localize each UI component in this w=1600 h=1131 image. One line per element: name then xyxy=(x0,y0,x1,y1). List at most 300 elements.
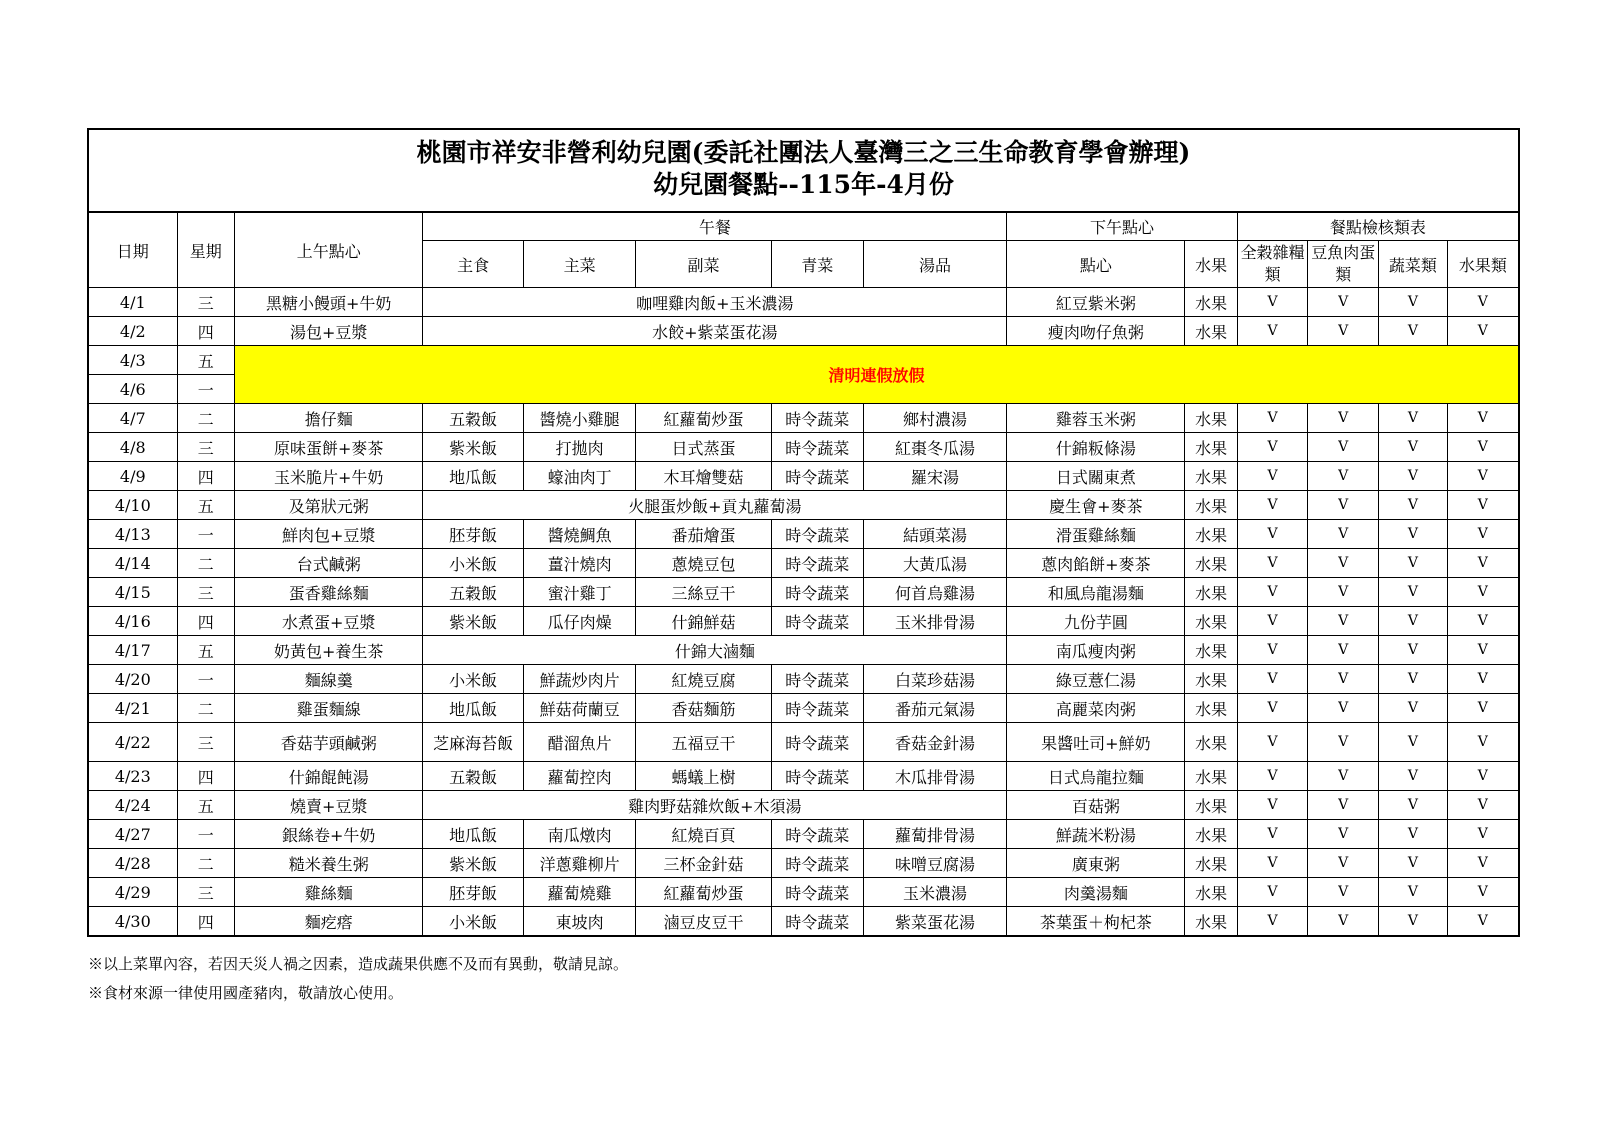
morning-snack-cell: 燒賣+豆漿 xyxy=(234,791,422,820)
side-dish-cell: 紅蘿蔔炒蛋 xyxy=(636,404,771,433)
soup-cell: 番茄元氣湯 xyxy=(863,694,1006,723)
main-dish-cell: 瓜仔肉燥 xyxy=(523,607,636,636)
staple-cell: 五穀飯 xyxy=(423,762,523,791)
check-veg-cell: V xyxy=(1379,820,1448,849)
weekday-cell: 四 xyxy=(177,317,234,346)
main-dish-cell: 打拋肉 xyxy=(523,433,636,462)
morning-snack-cell: 水煮蛋+豆漿 xyxy=(234,607,422,636)
date-cell: 4/7 xyxy=(88,404,177,433)
check-veg-cell: V xyxy=(1379,849,1448,878)
staple-cell: 紫米飯 xyxy=(423,849,523,878)
check-grain-cell: V xyxy=(1237,491,1308,520)
date-cell: 4/14 xyxy=(88,549,177,578)
check-fruit-cell: V xyxy=(1447,694,1519,723)
header-date: 日期 xyxy=(88,212,177,288)
check-veg-cell: V xyxy=(1379,404,1448,433)
header-fruit: 水果 xyxy=(1185,241,1237,288)
date-cell: 4/23 xyxy=(88,762,177,791)
date-cell: 4/1 xyxy=(88,288,177,317)
greens-cell: 時令蔬菜 xyxy=(771,762,863,791)
menu-row xyxy=(88,433,1519,462)
side-dish-cell: 紅燒豆腐 xyxy=(636,665,771,694)
check-protein-cell: V xyxy=(1308,665,1379,694)
fruit-cell: 水果 xyxy=(1185,791,1237,820)
lunch-combined-cell: 雞肉野菇雜炊飯+木須湯 xyxy=(423,791,1007,820)
menu-row xyxy=(88,636,1519,665)
check-fruit-cell: V xyxy=(1447,462,1519,491)
check-grain-cell: V xyxy=(1237,762,1308,791)
header-lunch: 午餐 xyxy=(423,212,1007,241)
afternoon-snack-cell: 果醬吐司+鮮奶 xyxy=(1007,723,1185,762)
afternoon-snack-cell: 瘦肉吻仔魚粥 xyxy=(1007,317,1185,346)
check-grain-cell: V xyxy=(1237,433,1308,462)
check-grain-cell: V xyxy=(1237,791,1308,820)
side-dish-cell: 番茄燴蛋 xyxy=(636,520,771,549)
lunch-combined-cell: 咖哩雞肉飯+玉米濃湯 xyxy=(423,288,1007,317)
date-cell: 4/9 xyxy=(88,462,177,491)
date-cell: 4/27 xyxy=(88,820,177,849)
weekday-cell: 一 xyxy=(177,665,234,694)
weekday-cell: 五 xyxy=(177,491,234,520)
greens-cell: 時令蔬菜 xyxy=(771,665,863,694)
weekday-cell: 三 xyxy=(177,433,234,462)
morning-snack-cell: 銀絲卷+牛奶 xyxy=(234,820,422,849)
check-grain-cell: V xyxy=(1237,907,1308,937)
menu-row xyxy=(88,820,1519,849)
fruit-cell: 水果 xyxy=(1185,288,1237,317)
check-veg-cell: V xyxy=(1379,549,1448,578)
check-veg-cell: V xyxy=(1379,317,1448,346)
main-dish-cell: 蘿蔔燒雞 xyxy=(523,878,636,907)
date-cell: 4/3 xyxy=(88,346,177,375)
soup-cell: 紫菜蛋花湯 xyxy=(863,907,1006,937)
check-protein-cell: V xyxy=(1308,578,1379,607)
menu-body xyxy=(88,288,1519,937)
side-dish-cell: 螞蟻上樹 xyxy=(636,762,771,791)
afternoon-snack-cell: 茶葉蛋＋枸杞茶 xyxy=(1007,907,1185,937)
fruit-cell: 水果 xyxy=(1185,723,1237,762)
soup-cell: 羅宋湯 xyxy=(863,462,1006,491)
check-veg-cell: V xyxy=(1379,723,1448,762)
check-protein-cell: V xyxy=(1308,404,1379,433)
morning-snack-cell: 麵疙瘩 xyxy=(234,907,422,937)
menu-row xyxy=(88,317,1519,346)
menu-row xyxy=(88,907,1519,937)
main-dish-cell: 鮮菇荷蘭豆 xyxy=(523,694,636,723)
lunch-combined-cell: 火腿蛋炒飯+貢丸蘿蔔湯 xyxy=(423,491,1007,520)
header-afternoon: 下午點心 xyxy=(1007,212,1237,241)
weekday-cell: 五 xyxy=(177,346,234,375)
header-grain: 全穀雜糧類 xyxy=(1237,241,1308,288)
side-dish-cell: 紅蘿蔔炒蛋 xyxy=(636,878,771,907)
header-fruit-cat: 水果類 xyxy=(1447,241,1519,288)
check-veg-cell: V xyxy=(1379,694,1448,723)
weekday-cell: 三 xyxy=(177,578,234,607)
date-cell: 4/10 xyxy=(88,491,177,520)
notes xyxy=(88,950,628,1008)
weekday-cell: 三 xyxy=(177,288,234,317)
check-veg-cell: V xyxy=(1379,491,1448,520)
menu-table xyxy=(87,211,1520,937)
staple-cell: 五穀飯 xyxy=(423,578,523,607)
check-protein-cell: V xyxy=(1308,317,1379,346)
soup-cell: 何首烏雞湯 xyxy=(863,578,1006,607)
check-veg-cell: V xyxy=(1379,462,1448,491)
main-dish-cell: 醋溜魚片 xyxy=(523,723,636,762)
check-veg-cell: V xyxy=(1379,520,1448,549)
side-dish-cell: 滷豆皮豆干 xyxy=(636,907,771,937)
morning-snack-cell: 雞蛋麵線 xyxy=(234,694,422,723)
menu-row xyxy=(88,791,1519,820)
menu-row xyxy=(88,578,1519,607)
menu-row xyxy=(88,665,1519,694)
weekday-cell: 一 xyxy=(177,375,234,404)
holiday-banner: 清明連假放假 xyxy=(234,346,1519,404)
menu-row xyxy=(88,878,1519,907)
greens-cell: 時令蔬菜 xyxy=(771,878,863,907)
main-dish-cell: 蠔油肉丁 xyxy=(523,462,636,491)
staple-cell: 地瓜飯 xyxy=(423,694,523,723)
staple-cell: 小米飯 xyxy=(423,665,523,694)
morning-snack-cell: 湯包+豆漿 xyxy=(234,317,422,346)
check-grain-cell: V xyxy=(1237,723,1308,762)
check-protein-cell: V xyxy=(1308,462,1379,491)
morning-snack-cell: 黑糖小饅頭+牛奶 xyxy=(234,288,422,317)
menu-row xyxy=(88,549,1519,578)
afternoon-snack-cell: 雞蓉玉米粥 xyxy=(1007,404,1185,433)
morning-snack-cell: 什錦餛飩湯 xyxy=(234,762,422,791)
check-grain-cell: V xyxy=(1237,878,1308,907)
morning-snack-cell: 雞絲麵 xyxy=(234,878,422,907)
greens-cell: 時令蔬菜 xyxy=(771,849,863,878)
check-fruit-cell: V xyxy=(1447,636,1519,665)
check-fruit-cell: V xyxy=(1447,578,1519,607)
fruit-cell: 水果 xyxy=(1185,404,1237,433)
side-dish-cell: 木耳燴雙菇 xyxy=(636,462,771,491)
fruit-cell: 水果 xyxy=(1185,607,1237,636)
check-veg-cell: V xyxy=(1379,636,1448,665)
menu-row xyxy=(88,723,1519,762)
soup-cell: 香菇金針湯 xyxy=(863,723,1006,762)
date-cell: 4/24 xyxy=(88,791,177,820)
fruit-cell: 水果 xyxy=(1185,820,1237,849)
check-grain-cell: V xyxy=(1237,549,1308,578)
check-fruit-cell: V xyxy=(1447,820,1519,849)
main-dish-cell: 蘿蔔控肉 xyxy=(523,762,636,791)
side-dish-cell: 紅燒百頁 xyxy=(636,820,771,849)
date-cell: 4/2 xyxy=(88,317,177,346)
date-cell: 4/29 xyxy=(88,878,177,907)
check-veg-cell: V xyxy=(1379,907,1448,937)
afternoon-snack-cell: 慶生會+麥茶 xyxy=(1007,491,1185,520)
check-protein-cell: V xyxy=(1308,433,1379,462)
morning-snack-cell: 香菇芋頭鹹粥 xyxy=(234,723,422,762)
staple-cell: 紫米飯 xyxy=(423,433,523,462)
greens-cell: 時令蔬菜 xyxy=(771,820,863,849)
main-dish-cell: 蜜汁雞丁 xyxy=(523,578,636,607)
fruit-cell: 水果 xyxy=(1185,433,1237,462)
check-grain-cell: V xyxy=(1237,820,1308,849)
greens-cell: 時令蔬菜 xyxy=(771,462,863,491)
greens-cell: 時令蔬菜 xyxy=(771,433,863,462)
check-veg-cell: V xyxy=(1379,433,1448,462)
document-title: 桃園市祥安非營利幼兒園(委託社團法人臺灣三之三生命教育學會辦理) xyxy=(416,138,1191,167)
check-grain-cell: V xyxy=(1237,462,1308,491)
weekday-cell: 五 xyxy=(177,791,234,820)
weekday-cell: 一 xyxy=(177,520,234,549)
date-cell: 4/6 xyxy=(88,375,177,404)
morning-snack-cell: 台式鹹粥 xyxy=(234,549,422,578)
afternoon-snack-cell: 日式烏龍拉麵 xyxy=(1007,762,1185,791)
main-dish-cell: 薑汁燒肉 xyxy=(523,549,636,578)
soup-cell: 木瓜排骨湯 xyxy=(863,762,1006,791)
fruit-cell: 水果 xyxy=(1185,578,1237,607)
menu-row xyxy=(88,288,1519,317)
check-grain-cell: V xyxy=(1237,607,1308,636)
check-veg-cell: V xyxy=(1379,878,1448,907)
lunch-combined-cell: 什錦大滷麵 xyxy=(423,636,1007,665)
weekday-cell: 五 xyxy=(177,636,234,665)
check-protein-cell: V xyxy=(1308,820,1379,849)
weekday-cell: 四 xyxy=(177,907,234,937)
check-grain-cell: V xyxy=(1237,288,1308,317)
check-fruit-cell: V xyxy=(1447,878,1519,907)
weekday-cell: 三 xyxy=(177,878,234,907)
header-weekday: 星期 xyxy=(177,212,234,288)
morning-snack-cell: 擔仔麵 xyxy=(234,404,422,433)
note-2: ※食材來源一律使用國產豬肉，敬請放心使用。 xyxy=(88,984,404,1002)
staple-cell: 胚芽飯 xyxy=(423,878,523,907)
greens-cell: 時令蔬菜 xyxy=(771,694,863,723)
check-fruit-cell: V xyxy=(1447,288,1519,317)
document-subtitle: 幼兒園餐點--115年-4月份 xyxy=(653,170,954,199)
afternoon-snack-cell: 肉羹湯麵 xyxy=(1007,878,1185,907)
date-cell: 4/21 xyxy=(88,694,177,723)
weekday-cell: 二 xyxy=(177,549,234,578)
soup-cell: 結頭菜湯 xyxy=(863,520,1006,549)
date-cell: 4/22 xyxy=(88,723,177,762)
date-cell: 4/8 xyxy=(88,433,177,462)
staple-cell: 地瓜飯 xyxy=(423,462,523,491)
check-fruit-cell: V xyxy=(1447,433,1519,462)
side-dish-cell: 蔥燒豆包 xyxy=(636,549,771,578)
side-dish-cell: 香菇麵筋 xyxy=(636,694,771,723)
check-grain-cell: V xyxy=(1237,578,1308,607)
check-grain-cell: V xyxy=(1237,849,1308,878)
side-dish-cell: 什錦鮮菇 xyxy=(636,607,771,636)
staple-cell: 五穀飯 xyxy=(423,404,523,433)
menu-row xyxy=(88,694,1519,723)
side-dish-cell: 日式蒸蛋 xyxy=(636,433,771,462)
weekday-cell: 四 xyxy=(177,462,234,491)
menu-sheet xyxy=(87,128,1520,937)
greens-cell: 時令蔬菜 xyxy=(771,578,863,607)
morning-snack-cell: 麵線羹 xyxy=(234,665,422,694)
header-staple: 主食 xyxy=(423,241,523,288)
date-cell: 4/30 xyxy=(88,907,177,937)
date-cell: 4/17 xyxy=(88,636,177,665)
side-dish-cell: 五福豆干 xyxy=(636,723,771,762)
check-veg-cell: V xyxy=(1379,288,1448,317)
fruit-cell: 水果 xyxy=(1185,636,1237,665)
main-dish-cell: 南瓜燉肉 xyxy=(523,820,636,849)
header-morning-snack: 上午點心 xyxy=(234,212,422,288)
greens-cell: 時令蔬菜 xyxy=(771,723,863,762)
header-soup: 湯品 xyxy=(863,241,1006,288)
afternoon-snack-cell: 蔥肉餡餅+麥茶 xyxy=(1007,549,1185,578)
fruit-cell: 水果 xyxy=(1185,878,1237,907)
date-cell: 4/16 xyxy=(88,607,177,636)
staple-cell: 胚芽飯 xyxy=(423,520,523,549)
fruit-cell: 水果 xyxy=(1185,491,1237,520)
weekday-cell: 一 xyxy=(177,820,234,849)
fruit-cell: 水果 xyxy=(1185,520,1237,549)
weekday-cell: 二 xyxy=(177,849,234,878)
header-protein: 豆魚肉蛋類 xyxy=(1308,241,1379,288)
menu-row xyxy=(88,491,1519,520)
afternoon-snack-cell: 滑蛋雞絲麵 xyxy=(1007,520,1185,549)
fruit-cell: 水果 xyxy=(1185,549,1237,578)
check-grain-cell: V xyxy=(1237,636,1308,665)
check-protein-cell: V xyxy=(1308,762,1379,791)
check-protein-cell: V xyxy=(1308,520,1379,549)
morning-snack-cell: 及第狀元粥 xyxy=(234,491,422,520)
date-cell: 4/28 xyxy=(88,849,177,878)
greens-cell: 時令蔬菜 xyxy=(771,607,863,636)
morning-snack-cell: 蛋香雞絲麵 xyxy=(234,578,422,607)
check-veg-cell: V xyxy=(1379,665,1448,694)
check-fruit-cell: V xyxy=(1447,791,1519,820)
check-veg-cell: V xyxy=(1379,762,1448,791)
check-protein-cell: V xyxy=(1308,791,1379,820)
check-fruit-cell: V xyxy=(1447,491,1519,520)
header-check-table: 餐點檢核類表 xyxy=(1237,212,1519,241)
fruit-cell: 水果 xyxy=(1185,665,1237,694)
afternoon-snack-cell: 鮮蔬米粉湯 xyxy=(1007,820,1185,849)
greens-cell: 時令蔬菜 xyxy=(771,404,863,433)
greens-cell: 時令蔬菜 xyxy=(771,907,863,937)
morning-snack-cell: 奶黃包+養生茶 xyxy=(234,636,422,665)
morning-snack-cell: 糙米養生粥 xyxy=(234,849,422,878)
weekday-cell: 三 xyxy=(177,723,234,762)
header-main-dish: 主菜 xyxy=(523,241,636,288)
staple-cell: 地瓜飯 xyxy=(423,820,523,849)
afternoon-snack-cell: 日式關東煮 xyxy=(1007,462,1185,491)
main-dish-cell: 洋蔥雞柳片 xyxy=(523,849,636,878)
note-1: ※以上菜單內容，若因天災人禍之因素，造成蔬果供應不及而有異動，敬請見諒。 xyxy=(88,955,629,973)
date-cell: 4/15 xyxy=(88,578,177,607)
check-protein-cell: V xyxy=(1308,636,1379,665)
check-protein-cell: V xyxy=(1308,491,1379,520)
header-row-1 xyxy=(88,212,1519,241)
weekday-cell: 四 xyxy=(177,762,234,791)
staple-cell: 小米飯 xyxy=(423,549,523,578)
soup-cell: 鄉村濃湯 xyxy=(863,404,1006,433)
check-protein-cell: V xyxy=(1308,694,1379,723)
main-dish-cell: 東坡肉 xyxy=(523,907,636,937)
greens-cell: 時令蔬菜 xyxy=(771,549,863,578)
check-protein-cell: V xyxy=(1308,849,1379,878)
afternoon-snack-cell: 和風烏龍湯麵 xyxy=(1007,578,1185,607)
check-veg-cell: V xyxy=(1379,578,1448,607)
header-snack: 點心 xyxy=(1007,241,1185,288)
morning-snack-cell: 鮮肉包+豆漿 xyxy=(234,520,422,549)
title-box xyxy=(87,128,1520,211)
menu-row xyxy=(88,462,1519,491)
menu-row xyxy=(88,404,1519,433)
menu-row xyxy=(88,762,1519,791)
check-fruit-cell: V xyxy=(1447,404,1519,433)
fruit-cell: 水果 xyxy=(1185,317,1237,346)
check-fruit-cell: V xyxy=(1447,762,1519,791)
main-dish-cell: 醬燒鯛魚 xyxy=(523,520,636,549)
header-veg: 蔬菜類 xyxy=(1379,241,1448,288)
greens-cell: 時令蔬菜 xyxy=(771,520,863,549)
menu-row xyxy=(88,520,1519,549)
weekday-cell: 二 xyxy=(177,404,234,433)
soup-cell: 大黃瓜湯 xyxy=(863,549,1006,578)
check-veg-cell: V xyxy=(1379,791,1448,820)
afternoon-snack-cell: 南瓜瘦肉粥 xyxy=(1007,636,1185,665)
check-fruit-cell: V xyxy=(1447,849,1519,878)
check-grain-cell: V xyxy=(1237,520,1308,549)
afternoon-snack-cell: 九份芋圓 xyxy=(1007,607,1185,636)
soup-cell: 白菜珍菇湯 xyxy=(863,665,1006,694)
check-fruit-cell: V xyxy=(1447,665,1519,694)
check-fruit-cell: V xyxy=(1447,520,1519,549)
morning-snack-cell: 玉米脆片+牛奶 xyxy=(234,462,422,491)
lunch-combined-cell: 水餃+紫菜蛋花湯 xyxy=(423,317,1007,346)
check-fruit-cell: V xyxy=(1447,723,1519,762)
fruit-cell: 水果 xyxy=(1185,849,1237,878)
side-dish-cell: 三絲豆干 xyxy=(636,578,771,607)
soup-cell: 玉米排骨湯 xyxy=(863,607,1006,636)
check-protein-cell: V xyxy=(1308,723,1379,762)
afternoon-snack-cell: 高麗菜肉粥 xyxy=(1007,694,1185,723)
main-dish-cell: 鮮蔬炒肉片 xyxy=(523,665,636,694)
check-grain-cell: V xyxy=(1237,404,1308,433)
side-dish-cell: 三杯金針菇 xyxy=(636,849,771,878)
soup-cell: 味噌豆腐湯 xyxy=(863,849,1006,878)
check-protein-cell: V xyxy=(1308,907,1379,937)
fruit-cell: 水果 xyxy=(1185,694,1237,723)
fruit-cell: 水果 xyxy=(1185,762,1237,791)
header-side-dish: 副菜 xyxy=(636,241,771,288)
staple-cell: 紫米飯 xyxy=(423,607,523,636)
holiday-row xyxy=(88,346,1519,375)
check-protein-cell: V xyxy=(1308,549,1379,578)
fruit-cell: 水果 xyxy=(1185,462,1237,491)
date-cell: 4/20 xyxy=(88,665,177,694)
morning-snack-cell: 原味蛋餅+麥茶 xyxy=(234,433,422,462)
staple-cell: 小米飯 xyxy=(423,907,523,937)
check-fruit-cell: V xyxy=(1447,549,1519,578)
weekday-cell: 四 xyxy=(177,607,234,636)
afternoon-snack-cell: 廣東粥 xyxy=(1007,849,1185,878)
header-greens: 青菜 xyxy=(771,241,863,288)
fruit-cell: 水果 xyxy=(1185,907,1237,937)
afternoon-snack-cell: 什錦粄條湯 xyxy=(1007,433,1185,462)
soup-cell: 紅棗冬瓜湯 xyxy=(863,433,1006,462)
check-veg-cell: V xyxy=(1379,607,1448,636)
staple-cell: 芝麻海苔飯 xyxy=(423,723,523,762)
check-grain-cell: V xyxy=(1237,694,1308,723)
check-protein-cell: V xyxy=(1308,878,1379,907)
menu-row xyxy=(88,849,1519,878)
date-cell: 4/13 xyxy=(88,520,177,549)
check-protein-cell: V xyxy=(1308,607,1379,636)
check-fruit-cell: V xyxy=(1447,907,1519,937)
